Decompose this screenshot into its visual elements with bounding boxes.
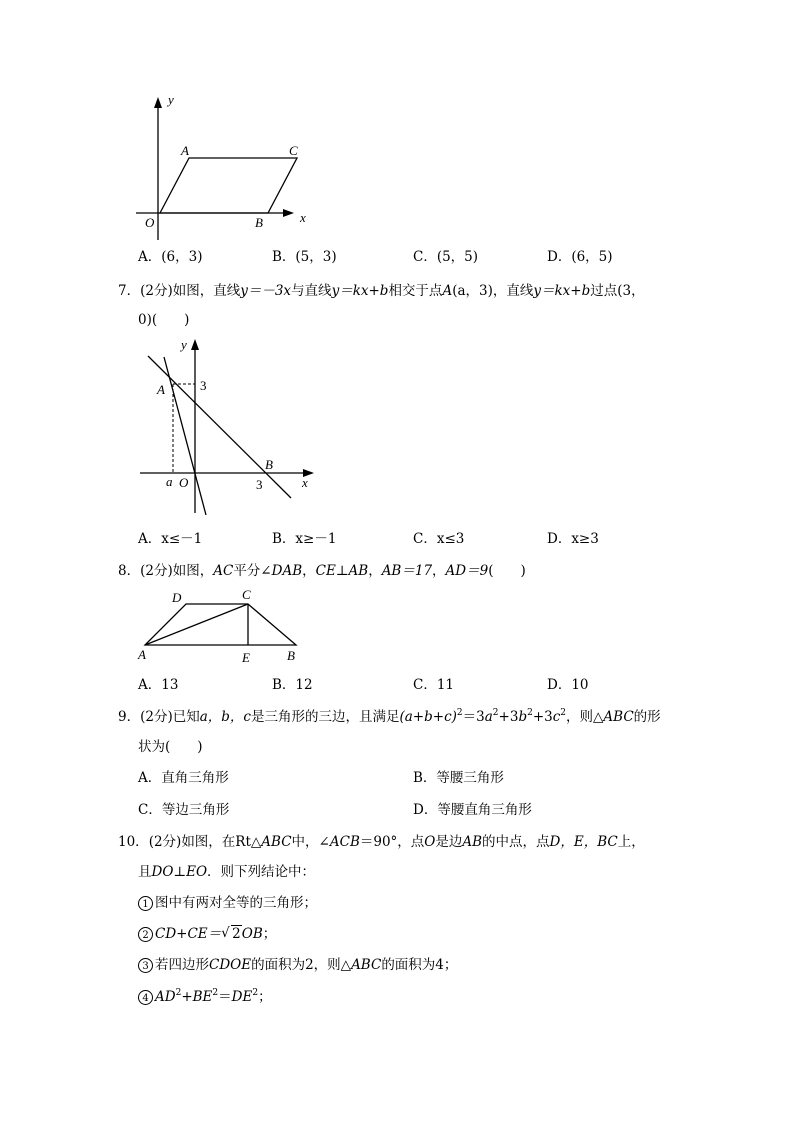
q9-text-1: 已知 [172, 709, 200, 725]
q9-exp-c: 2 [560, 708, 567, 718]
q7-line2: y＝kx+b [331, 283, 389, 299]
q7-label-3-y: 3 [200, 378, 207, 393]
q10-abc: ABC [261, 834, 292, 850]
q6-label-x: x [300, 210, 306, 225]
q7-label-a: A [157, 382, 165, 397]
q10-conclusion-4 [138, 989, 272, 1005]
q9-option-a[interactable]: A．直角三角形 [138, 770, 229, 786]
q7-text-2: 与直线 [291, 283, 332, 299]
q10-text-5: 的中点，点 [482, 834, 550, 850]
q10-text-2: 中，∠ [291, 834, 330, 850]
q10-c4-end: ； [258, 989, 272, 1005]
q7-line1: y＝－3x [240, 283, 292, 299]
q10-c4-be: BE [192, 989, 213, 1005]
q7-text-4: ，直线 [492, 283, 534, 299]
q9-text-3: ，则△ [566, 709, 604, 725]
q8-label-e: E [242, 650, 250, 665]
q9-number: 9． [118, 709, 141, 725]
q9-eq: ＝3 [462, 709, 485, 725]
q6-option-d[interactable]: D．(6，5) [547, 249, 613, 265]
q7-text-5: 过点(3， [590, 283, 645, 299]
q8-text-5: ， [432, 563, 446, 579]
q10-conclusion-3 [138, 957, 457, 973]
q10-c2-sqrt [221, 926, 242, 942]
q7-option-b[interactable]: B．x≥－1 [272, 531, 337, 547]
q10-text-1: 如图，在Rt△ [181, 834, 262, 850]
q10-do-eo: DO⊥EO [151, 864, 208, 880]
q9-exp-a: 2 [492, 708, 499, 718]
q7-option-c[interactable]: C．x≤3 [413, 531, 465, 547]
q10-conclusion-1 [138, 895, 317, 911]
q10-c4-de: DE [231, 989, 253, 1005]
q6-label-a: A [181, 143, 189, 158]
q7-label-a-small: a [166, 474, 173, 489]
q10-c2-radicand: 2 [232, 926, 241, 942]
q9-score: (2分) [140, 709, 173, 725]
q8-ac: AC [213, 563, 234, 579]
q8-option-a[interactable]: A．13 [138, 677, 179, 693]
q8-dab: DAB [271, 563, 303, 579]
q10-c2-lhs: CD+CE＝ [155, 926, 222, 942]
q10-circle-4: 4 [138, 990, 153, 1005]
q10-circle-1: 1 [138, 896, 153, 911]
q7-label-y: y [181, 337, 187, 352]
q6-option-c[interactable]: C．(5，5) [413, 249, 479, 265]
q10-c4-eq: ＝ [218, 989, 232, 1005]
q7-label-x: x [302, 475, 308, 490]
q10-c2-rhs: OB [241, 926, 263, 942]
q9-plus-b: +3 [498, 709, 519, 725]
q10-text-6: 上， [617, 834, 645, 850]
q7-score: (2分) [140, 283, 173, 299]
q7-number: 7． [118, 283, 141, 299]
q10-c4-exp-ad: 2 [175, 988, 182, 998]
q6-label-o: O [145, 215, 155, 230]
q10-circle-2: 2 [138, 927, 153, 942]
q10-conclusion-2 [138, 926, 276, 942]
q10-c3-mid: 的面积为2，则△ [251, 957, 352, 973]
q10-c4-ad: AD [155, 989, 176, 1005]
q10-stem-line-1 [118, 834, 645, 850]
q9-exp-b: 2 [527, 708, 533, 718]
q10-c4-exp-be: 2 [212, 988, 219, 998]
q8-label-d: D [172, 590, 182, 605]
q8-paren: ( ) [488, 563, 526, 579]
q10-o: O [424, 834, 436, 850]
q9-vars: a，b，c [199, 709, 251, 725]
q8-option-b[interactable]: B．12 [272, 677, 313, 693]
q9-text-2: 是三角形的三边，且满足 [250, 709, 400, 725]
q7-option-a[interactable]: A．x≤－1 [138, 531, 203, 547]
q10-number: 10． [118, 834, 149, 850]
q9-option-d[interactable]: D．等腰直角三角形 [413, 802, 532, 818]
q8-option-c[interactable]: C．11 [413, 677, 455, 693]
q7-line3: y＝kx+b [533, 283, 591, 299]
q10-c3-cdoe: CDOE [209, 957, 252, 973]
q10-line-2-pre: 且 [138, 864, 152, 880]
q10-c4-plus: + [181, 989, 193, 1005]
q9-b: b [518, 709, 528, 725]
q9-option-c[interactable]: C．等边三角形 [138, 802, 230, 818]
q10-text-4: 是边 [435, 834, 463, 850]
q10-ab: AB [462, 834, 483, 850]
q8-label-b: B [287, 648, 295, 663]
q9-expr-left: (a+b+c) [399, 709, 457, 725]
q10-score: (2分) [148, 834, 182, 850]
q10-line-2-post: ．则下列结论中： [207, 864, 316, 880]
q6-label-y: y [168, 92, 174, 107]
q8-diagonal-ac [145, 604, 248, 645]
q6-label-b: B [255, 215, 263, 230]
q8-score: (2分) [140, 563, 173, 579]
q9-a: a [484, 709, 493, 725]
q9-c: c [552, 709, 561, 725]
q8-option-d[interactable]: D．10 [547, 677, 589, 693]
q10-stem-line-2 [138, 864, 315, 880]
q6-option-a[interactable]: A．(6，3) [138, 249, 203, 265]
q6-label-c: C [289, 143, 298, 158]
q7-point-a: A [442, 283, 453, 299]
q8-text-3: ， [302, 563, 316, 579]
q7-label-b: B [265, 457, 273, 472]
q7-stem-line-2: 0)( ) [138, 312, 190, 328]
q9-option-b[interactable]: B．等腰三角形 [413, 770, 504, 786]
q7-text-3: 相交于点 [388, 283, 443, 299]
q8-label-c: C [242, 587, 251, 602]
q8-ce-ab: CE⊥AB [315, 563, 369, 579]
q9-exp-left: 2 [456, 708, 463, 718]
q9-text-4: 的形 [633, 709, 661, 725]
q7-option-d[interactable]: D．x≥3 [547, 531, 599, 547]
q8-trapezoid [145, 604, 296, 645]
q10-circle-3: 3 [138, 958, 153, 973]
q9-stem-line-2: 状为( ) [138, 739, 203, 755]
q10-c4-exp-de: 2 [252, 988, 259, 998]
q10-c3-abc: ABC [351, 957, 382, 973]
q9-plus-c: +3 [532, 709, 553, 725]
q8-number: 8． [118, 563, 141, 579]
q8-ab-eq: AB＝17 [381, 563, 433, 579]
q6-option-b[interactable]: B．(5，3) [272, 249, 337, 265]
q10-c3-end: 的面积为4； [381, 957, 458, 973]
q8-text-4: ， [368, 563, 382, 579]
q10-c3-pre: 若四边形 [155, 957, 209, 973]
q7-label-o: O [179, 475, 189, 490]
q10-acb: ACB [329, 834, 360, 850]
q10-text-3: ＝90°，点 [359, 834, 425, 850]
q8-text-2: 平分∠ [233, 563, 272, 579]
q8-text-1: 如图， [172, 563, 214, 579]
q9-abc: ABC [603, 709, 634, 725]
q7-label-3-x: 3 [256, 477, 263, 492]
q10-c2-end: ； [262, 926, 277, 942]
q7-text-1: 如图，直线 [172, 283, 241, 299]
q10-de: D，E，BC [549, 834, 618, 850]
q9-stem-line-1 [118, 709, 661, 725]
q8-label-a: A [138, 647, 146, 662]
q8-ad-eq: AD＝9 [445, 563, 489, 579]
q7-point-a-coords: (a，3) [452, 283, 493, 299]
q10-c1-text: 图中有两对全等的三角形； [155, 895, 317, 911]
